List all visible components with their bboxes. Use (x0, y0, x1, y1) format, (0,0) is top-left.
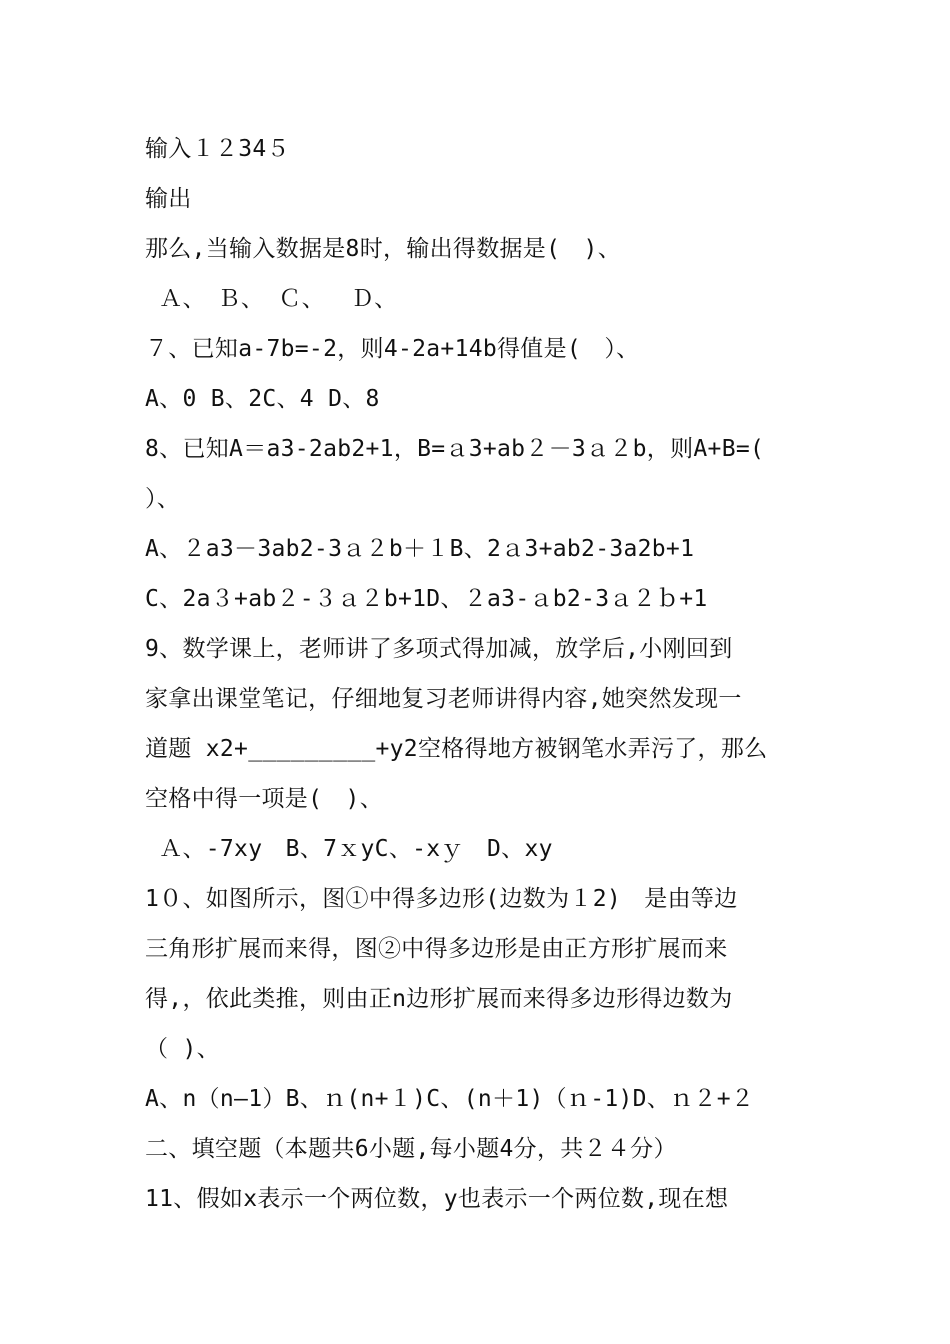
text-line-q9-part4: 空格中得一项是( )、 (145, 786, 383, 812)
text-line-q10-part1: 1０、如图所示，图①中得多边形(边数为１2) 是由等边 (145, 886, 738, 912)
text-line-q8-cont: ）、 (145, 486, 181, 512)
text-line-q9-part2: 家拿出课堂笔记，仔细地复习老师讲得内容,她突然发现一 (145, 686, 742, 712)
text-line-q8-options-cd: C、2a３+ab２-３ａ２b+1D、２a3-ａb2-3ａ２ｂ+1 (145, 586, 708, 612)
text-line-q9-options: Ａ、-7xy B、7ｘyC、-xｙ D、xy (145, 836, 553, 862)
text-line-q6-options: Ａ、 Ｂ、 Ｃ、 Ｄ、 (145, 286, 398, 312)
text-line-q10-part4: （ )、 (145, 1036, 220, 1062)
text-line-q9-part1: 9、数学课上，老师讲了多项式得加减，放学后,小刚回到 (145, 636, 733, 662)
text-line-output-row: 输出 (145, 186, 192, 212)
text-line-q8: 8、已知A＝a3-2ab2+1，B=ａ3+ab２－3ａ２b，则A+B=( (145, 436, 765, 462)
text-line-q7-options: A、0 B、2C、4 D、8 (145, 386, 380, 412)
text-line-q6-prompt: 那么,当输入数据是8时，输出得数据是( )、 (145, 236, 621, 262)
text-line-q10-options: A、n（n—1）B、ｎ(n+１)C、(n＋1)（ｎ-1)D、ｎ２+２ (145, 1086, 755, 1112)
text-line-input-row: 输入１２34５ (145, 136, 290, 162)
document-body (145, 124, 805, 1224)
text-line-q10-part2: 三角形扩展而来得，图②中得多边形是由正方形扩展而来 (145, 936, 728, 962)
text-line-q10-part3: 得,，依此类推，则由正n边形扩展而来得多边形得边数为 (145, 986, 733, 1012)
text-line-q8-options-ab: A、２a3－3ab2-3ａ２b＋１B、2ａ3+ab2-3a2b+1 (145, 536, 695, 562)
text-line-q11: 11、假如x表示一个两位数，y也表示一个两位数,现在想 (145, 1186, 729, 1212)
text-line-q7: ７、已知a-7b=-2，则4-2a+14b得值是( ）、 (145, 336, 640, 362)
section-heading-fill-in: 二、填空题（本题共6小题,每小题4分，共２４分） (145, 1136, 677, 1162)
text-line-q9-part3: 道题 x2+_________+y2空格得地方被钢笔水弄污了，那么 (145, 736, 768, 762)
